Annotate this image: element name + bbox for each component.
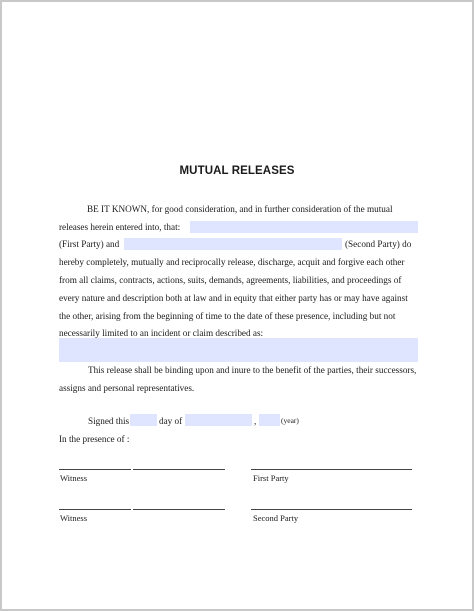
document-title: MUTUAL RELEASES [179, 165, 295, 177]
releases-entered-field[interactable] [190, 221, 418, 233]
witness-2-line-a [59, 509, 131, 510]
body-line-5: necessarily limited to an incident or claim described as: [59, 328, 264, 338]
first-party-prefix: (First Party) and [59, 239, 120, 249]
day-field[interactable] [130, 414, 157, 426]
year-label: (year) [281, 416, 299, 425]
second-party-label: Second Party [253, 513, 299, 523]
witness-1-label: Witness [60, 473, 88, 483]
body-line-2: from all claims, contracts, actions, suits, demands, agreements, liabilities, and proceedings of [59, 275, 402, 285]
first-party-label: First Party [253, 473, 289, 483]
second-party-signature-line [251, 509, 412, 510]
year-field[interactable] [259, 414, 280, 426]
day-of-label: day of [159, 416, 183, 426]
binding-line-2: assigns and personal representatives. [59, 383, 195, 393]
incident-description-field[interactable] [59, 338, 418, 362]
signed-this-label: Signed this [88, 416, 130, 426]
body-line-4: the other, arising from the beginning of time to the date of these presence, including but not [59, 311, 396, 321]
binding-line-1: This release shall be binding upon and inure to the benefit of the parties, their successors, [88, 365, 417, 375]
witness-1-line-a [59, 469, 131, 470]
month-field[interactable] [185, 414, 252, 426]
comma-separator: , [254, 416, 257, 426]
witness-2-line-b [133, 509, 225, 510]
presence-label: In the presence of : [59, 434, 130, 444]
second-party-suffix: (Second Party) do [345, 239, 412, 249]
witness-1-line-b [133, 469, 225, 470]
body-line-3: every nature and description both at law and in equity that either party has or may have against [59, 293, 408, 303]
second-party-name-field[interactable] [124, 238, 342, 250]
first-party-signature-line [251, 469, 412, 470]
body-line-1: hereby completely, mutually and reciprocally release, discharge, acquit and forgive each other [59, 257, 405, 267]
witness-2-label: Witness [60, 513, 88, 523]
intro-line-1: BE IT KNOWN, for good consideration, and in further consideration of the mutual [87, 204, 393, 214]
intro-line-2: releases herein entered into, that: [59, 222, 181, 232]
